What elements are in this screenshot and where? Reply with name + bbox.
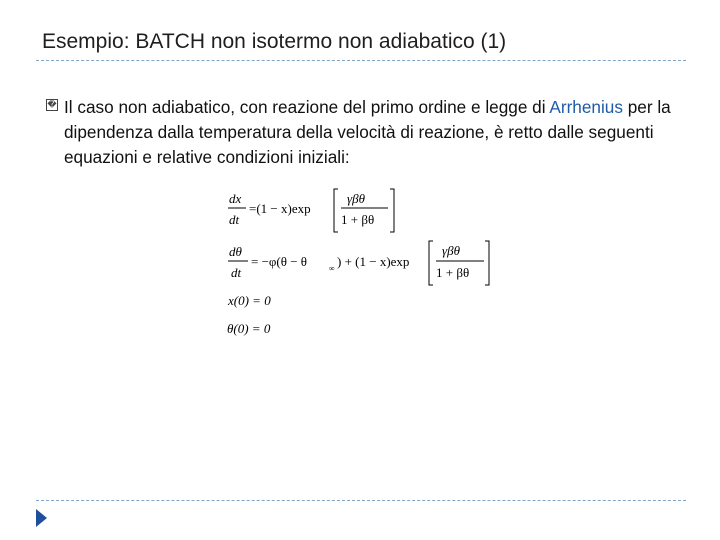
body-text-1: Il caso non adiabatico, con reazione del primo ordine e legge di [64, 97, 546, 117]
slide-title: Esempio: BATCH non isotermo non adiabatico (1) [42, 30, 507, 53]
eq2-numerator: dθ [229, 244, 242, 259]
eq2-rhs1: = −φ(θ − θ [251, 254, 308, 269]
title-divider [36, 60, 686, 61]
eq1-frac-den: 1 + βθ [341, 212, 375, 227]
eq2-frac-num: γβθ [442, 243, 460, 258]
next-slide-arrow-icon[interactable] [36, 509, 47, 527]
eq1-frac-num: γβθ [347, 191, 365, 206]
equation-dx-dt [228, 189, 394, 232]
bullet-icon: � [47, 100, 57, 110]
eq2-subscript: ∞ [329, 264, 335, 273]
footer-divider [36, 500, 686, 501]
arrhenius-term: Arrhenius [549, 97, 623, 117]
initial-condition-x: x(0) = 0 [228, 293, 271, 308]
eq2-frac-den: 1 + βθ [436, 265, 470, 280]
body-text-2: per la dipendenza dalla temperatura della velocità di reazione, è retto dalle seguenti equazioni e relative condizioni iniziali: [64, 97, 671, 167]
eq1-numerator: dx [229, 191, 242, 206]
initial-condition-theta: θ(0) = 0 [227, 321, 271, 336]
eq2-denominator: dt [231, 265, 242, 280]
equation-dtheta-dt [228, 241, 489, 285]
eq1-rhs: =(1 − x)exp [249, 201, 311, 216]
eq2-rhs2: ) + (1 − x)exp [337, 254, 410, 269]
body-paragraph [64, 95, 704, 170]
eq1-denominator: dt [229, 212, 240, 227]
